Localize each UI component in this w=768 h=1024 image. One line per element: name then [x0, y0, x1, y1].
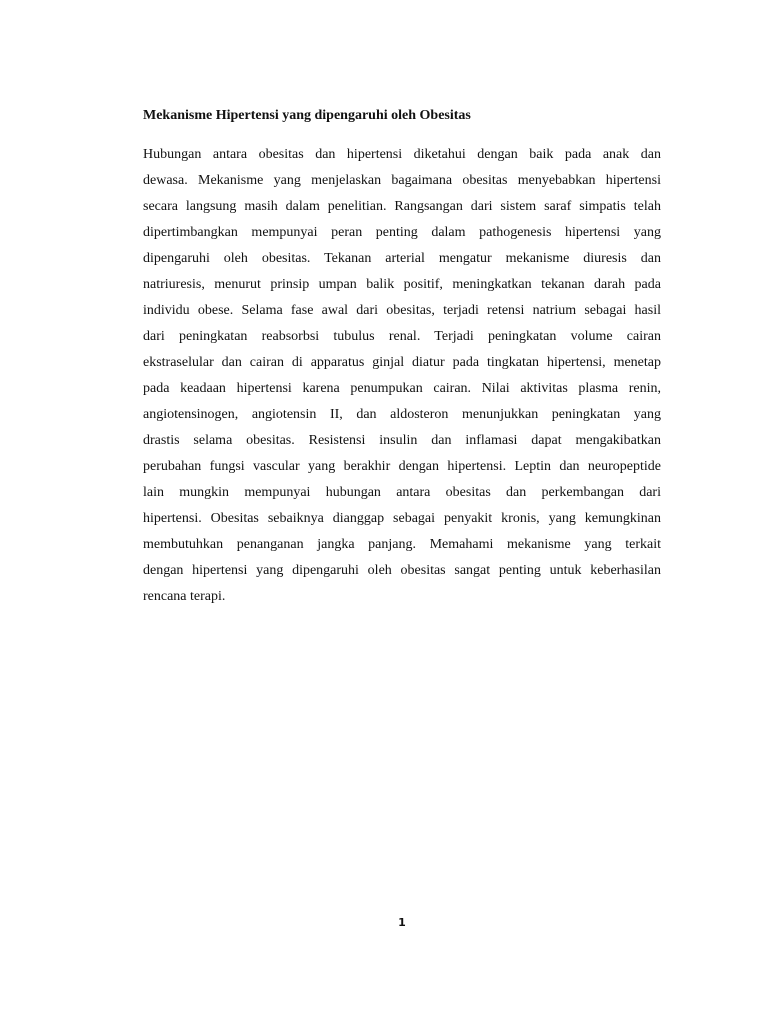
paragraph-line: rencana terapi. — [143, 589, 226, 604]
paragraph-line: dengan hipertensi yang dipengaruhi oleh obesitas sangat penting untuk keberhasilan — [143, 563, 661, 578]
page-number: 1 — [398, 916, 406, 929]
paragraph-line: individu obese. Selama fase awal dari obesitas, terjadi retensi natrium sebagai hasil — [143, 303, 661, 318]
paragraph-line: dipertimbangkan mempunyai peran penting dalam pathogenesis hipertensi yang — [143, 225, 661, 240]
paragraph-line: drastis selama obesitas. Resistensi insulin dan inflamasi dapat mengakibatkan — [143, 433, 661, 448]
section-heading: Mekanisme Hipertensi yang dipengaruhi oleh Obesitas — [143, 108, 471, 123]
paragraph-line: angiotensinogen, angiotensin II, dan aldosteron menunjukkan peningkatan yang — [143, 407, 661, 422]
paragraph-line: secara langsung masih dalam penelitian. Rangsangan dari sistem saraf simpatis telah — [143, 199, 661, 214]
paragraph-line: pada keadaan hipertensi karena penumpukan cairan. Nilai aktivitas plasma renin, — [143, 381, 661, 396]
paragraph-line: natriuresis, menurut prinsip umpan balik positif, meningkatkan tekanan darah pada — [143, 277, 661, 292]
paragraph-line: dewasa. Mekanisme yang menjelaskan bagaimana obesitas menyebabkan hipertensi — [143, 173, 661, 188]
paragraph-line: hipertensi. Obesitas sebaiknya dianggap sebagai penyakit kronis, yang kemungkinan — [143, 511, 661, 526]
paragraph-line: lain mungkin mempunyai hubungan antara obesitas dan perkembangan dari — [143, 485, 661, 500]
paragraph-line: perubahan fungsi vascular yang berakhir dengan hipertensi. Leptin dan neuropeptide — [143, 459, 661, 474]
paragraph-line: ekstraselular dan cairan di apparatus ginjal diatur pada tingkatan hipertensi, menetap — [143, 355, 661, 370]
paragraph-line: membutuhkan penanganan jangka panjang. Memahami mekanisme yang terkait — [143, 537, 661, 552]
paragraph-line: dari peningkatan reabsorbsi tubulus renal. Terjadi peningkatan volume cairan — [143, 329, 661, 344]
paragraph-line: dipengaruhi oleh obesitas. Tekanan arterial mengatur mekanisme diuresis dan — [143, 251, 661, 266]
paragraph-line: Hubungan antara obesitas dan hipertensi diketahui dengan baik pada anak dan — [143, 147, 661, 162]
